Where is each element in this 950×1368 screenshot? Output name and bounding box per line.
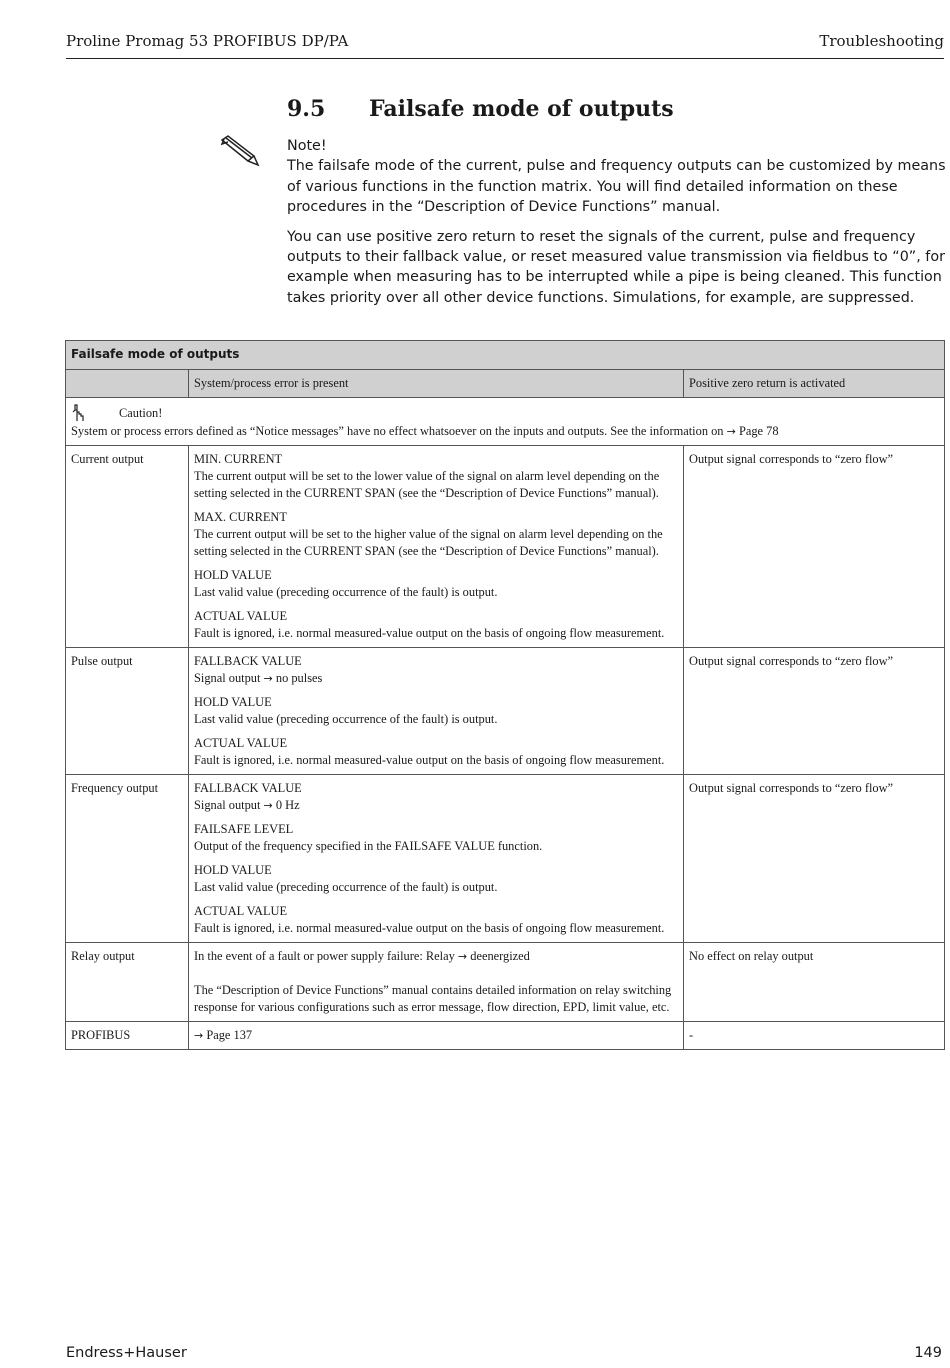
option-text (194, 670, 678, 687)
profibus-page-link[interactable]: Page 137 (206, 1028, 253, 1042)
table-row-profibus (66, 1022, 945, 1050)
option-item (194, 862, 678, 896)
option-text-post: no pulses (275, 671, 323, 685)
table-title: Failsafe mode of outputs (66, 341, 945, 370)
error-behavior-cell (189, 648, 684, 775)
option-text: Last valid value (preceding occurrence of the fault) is output. (194, 880, 498, 894)
option-title: ACTUAL VALUE (194, 609, 288, 623)
option-title: ACTUAL VALUE (194, 904, 288, 918)
option-title: FAILSAFE LEVEL (194, 822, 294, 836)
note-block (287, 136, 947, 317)
row-label: PROFIBUS (66, 1022, 189, 1050)
caution-label: Caution! (119, 405, 163, 420)
caution-row (66, 398, 945, 446)
header-document-title: Proline Promag 53 PROFIBUS DP/PA (66, 32, 349, 50)
failsafe-table (65, 340, 945, 1050)
option-item (194, 509, 678, 560)
option-text (194, 797, 678, 814)
arrow-right-icon: → (263, 799, 273, 812)
table-row-frequency-output (66, 775, 945, 943)
row-label: Pulse output (66, 648, 189, 775)
section-title: Failsafe mode of outputs (369, 96, 674, 122)
arrow-right-icon: → (726, 425, 736, 438)
pencil-note-icon (218, 134, 260, 170)
option-item (194, 608, 678, 642)
option-text: The current output will be set to the higher value of the signal on alarm level depending on the setting selected in the CURRENT SPAN (see the “Description of Device Functions” manual). (194, 527, 663, 558)
option-title: FALLBACK VALUE (194, 654, 302, 668)
table-row-current-output (66, 446, 945, 648)
relay-text-post: deenergized (470, 949, 530, 963)
option-text-post: 0 Hz (275, 798, 300, 812)
caution-text: System or process errors defined as “Notice messages” have no effect whatsoever on the inputs and outputs. See the information on (71, 424, 724, 438)
option-text: Fault is ignored, i.e. normal measured-value output on the basis of ongoing flow measurement. (194, 921, 665, 935)
option-text: Fault is ignored, i.e. normal measured-value output on the basis of ongoing flow measurement. (194, 626, 665, 640)
row-label: Relay output (66, 943, 189, 1022)
note-paragraph: You can use positive zero return to reset the signals of the current, pulse and frequency outputs to their fallback value, or reset measured value transmission via fieldbus to “0”, for example when measuring has to be interrupted while a pipe is being cleaned. This function takes priority over all other device functions. Simulations, for example, are suppressed. (287, 228, 945, 306)
caution-text-line (71, 423, 939, 440)
zero-return-cell: - (684, 1022, 945, 1050)
zero-return-cell: Output signal corresponds to “zero flow” (684, 446, 945, 648)
table-header-error: System/process error is present (189, 370, 684, 398)
option-title: HOLD VALUE (194, 568, 272, 582)
caution-page-link[interactable]: Page 78 (738, 424, 779, 438)
option-item (194, 653, 678, 687)
option-title: FALLBACK VALUE (194, 781, 302, 795)
table-row-pulse-output (66, 648, 945, 775)
arrow-right-icon: → (457, 950, 468, 963)
row-label: Frequency output (66, 775, 189, 943)
arrow-right-icon: → (263, 672, 273, 685)
zero-return-cell: Output signal corresponds to “zero flow” (684, 648, 945, 775)
zero-return-cell: Output signal corresponds to “zero flow” (684, 775, 945, 943)
option-text: The current output will be set to the lower value of the signal on alarm level depending on the setting selected in the CURRENT SPAN (see the “Description of Device Functions” manual). (194, 469, 660, 500)
option-text-pre: Signal output (194, 671, 261, 685)
option-text-pre: Signal output (194, 798, 261, 812)
arrow-right-icon: → (194, 1029, 204, 1042)
table-row-relay-output (66, 943, 945, 1022)
error-behavior-cell (189, 1022, 684, 1050)
row-label: Current output (66, 446, 189, 648)
hand-caution-icon (71, 403, 89, 423)
error-behavior-cell (189, 446, 684, 648)
relay-line (194, 948, 678, 965)
error-behavior-cell (189, 943, 684, 1022)
note-label: Note! (287, 138, 327, 154)
option-title: HOLD VALUE (194, 863, 272, 877)
header-chapter-title: Troubleshooting (819, 32, 944, 50)
table-header-zero-return: Positive zero return is activated (684, 370, 945, 398)
option-text: Last valid value (preceding occurrence of the fault) is output. (194, 585, 498, 599)
page-header (66, 30, 944, 59)
caution-cell (66, 398, 945, 446)
option-item (194, 567, 678, 601)
option-item (194, 451, 678, 502)
option-item (194, 903, 678, 937)
option-item (194, 780, 678, 814)
section-number: 9.5 (287, 96, 326, 122)
section-heading (287, 96, 674, 122)
option-title: MAX. CURRENT (194, 510, 287, 524)
error-behavior-cell (189, 775, 684, 943)
table-title-row (66, 341, 945, 370)
option-title: ACTUAL VALUE (194, 736, 288, 750)
table-header-empty (66, 370, 189, 398)
note-paragraph: The failsafe mode of the current, pulse and frequency outputs can be customized by means of various functions in the function matrix. You will find detailed information on these procedures in the “Description of Device Functions” manual. (287, 158, 946, 216)
zero-return-cell: No effect on relay output (684, 943, 945, 1022)
option-item (194, 735, 678, 769)
option-text: Fault is ignored, i.e. normal measured-value output on the basis of ongoing flow measurement. (194, 753, 665, 767)
relay-text-pre: In the event of a fault or power supply failure: Relay (194, 949, 455, 963)
option-item (194, 821, 678, 855)
table-header-row (66, 370, 945, 398)
option-title: MIN. CURRENT (194, 452, 283, 466)
option-text: Output of the frequency specified in the FAILSAFE VALUE function. (194, 839, 543, 853)
footer-page-number: 149 (914, 1345, 942, 1361)
caution-title (71, 403, 939, 423)
footer-company: Endress+Hauser (66, 1345, 187, 1361)
option-item (194, 694, 678, 728)
option-title: HOLD VALUE (194, 695, 272, 709)
relay-info-text: The “Description of Device Functions” manual contains detailed information on relay switching response for various configurations such as error message, flow direction, EPD, limit value, etc. (194, 983, 672, 1014)
option-text: Last valid value (preceding occurrence of the fault) is output. (194, 712, 498, 726)
